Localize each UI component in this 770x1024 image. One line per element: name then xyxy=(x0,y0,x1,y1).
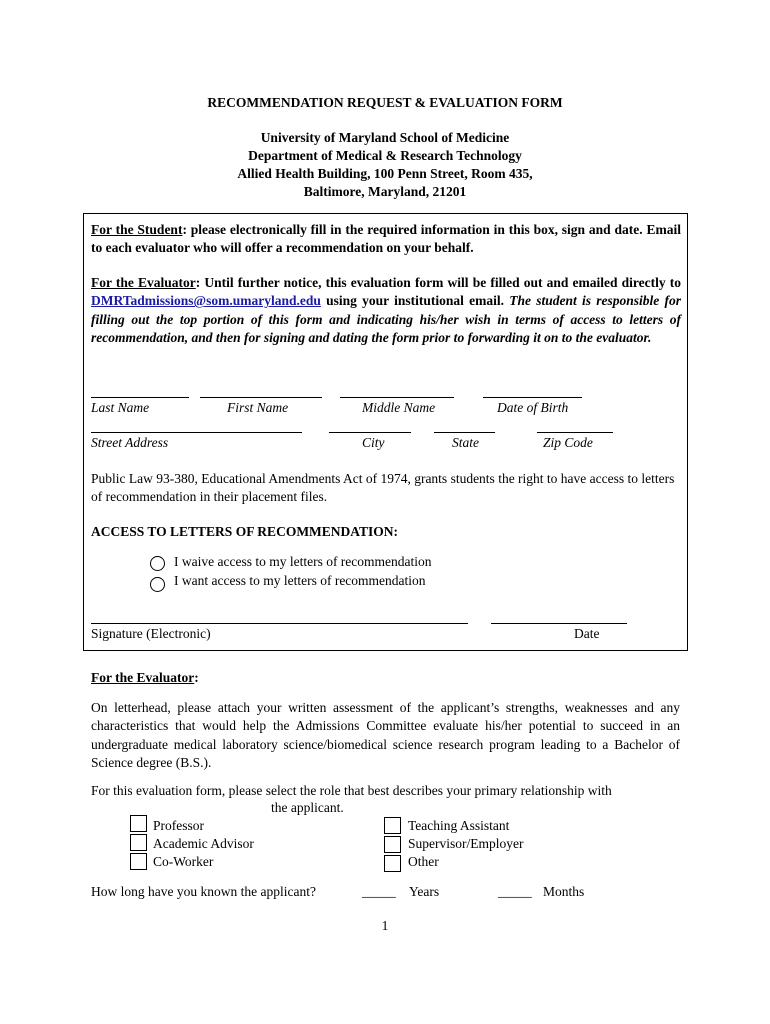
role-checkbox-academic-advisor[interactable] xyxy=(130,834,147,851)
years-field[interactable]: _____ xyxy=(362,884,396,899)
zip-label: Zip Code xyxy=(543,435,593,450)
duration-question: How long have you known the applicant? xyxy=(91,884,316,899)
street-address-field[interactable] xyxy=(91,432,302,433)
waive-access-label: I waive access to my letters of recommendation xyxy=(174,554,432,569)
role-label-teaching-assistant: Teaching Assistant xyxy=(408,818,510,833)
last-name-field[interactable] xyxy=(91,397,189,398)
dob-label: Date of Birth xyxy=(497,400,569,415)
middle-name-label: Middle Name xyxy=(362,400,436,415)
student-heading: For the Student xyxy=(91,222,183,237)
address-line-city: Baltimore, Maryland, 21201 xyxy=(303,184,467,199)
evaluator-section-heading xyxy=(91,670,199,686)
zip-field[interactable] xyxy=(537,432,613,433)
waive-access-radio[interactable] xyxy=(150,556,165,571)
role-checkbox-supervisor[interactable] xyxy=(384,836,401,853)
role-checkbox-professor[interactable] xyxy=(130,815,147,832)
address-line-university: University of Maryland School of Medicine xyxy=(260,130,510,145)
evaluator-instructions xyxy=(91,274,681,347)
evaluator-heading-text: For the Evaluator xyxy=(91,670,195,685)
public-law-text: Public Law 93-380, Educational Amendments Act of 1974, grants students the right to have access to letters of recommendation in their placement files. xyxy=(91,471,675,505)
first-name-field[interactable] xyxy=(200,397,322,398)
signature-field[interactable] xyxy=(91,623,468,624)
dob-field[interactable] xyxy=(483,397,582,398)
evaluator-text-1: : Until further notice, this evaluation form will be filled out and emailed directly to xyxy=(195,275,681,290)
form-title: RECOMMENDATION REQUEST & EVALUATION FORM xyxy=(207,95,563,110)
role-label-supervisor: Supervisor/Employer xyxy=(408,836,524,851)
state-label: State xyxy=(452,435,479,450)
page-number: 1 xyxy=(381,918,389,933)
access-heading: ACCESS TO LETTERS OF RECOMMENDATION: xyxy=(91,524,399,539)
role-label-professor: Professor xyxy=(153,818,204,833)
student-text: : please electronically fill in the required information in this box, sign and date. Email to each evaluator who will offer a recommendation on your behalf. xyxy=(91,222,681,256)
evaluator-instructions-text: On letterhead, please attach your written assessment of the applicant’s strengths, weaknesses and any characteristics that would help the Admissions Committee evaluate his/her potential to succeed in an undergraduate medical laboratory science/biomedical science research program leading to a Bachelor of Science degree (B.S.). xyxy=(91,700,680,770)
street-address-label: Street Address xyxy=(91,435,169,450)
role-checkbox-co-worker[interactable] xyxy=(130,853,147,870)
role-prompt-line1: For this evaluation form, please select the role that best describes your primary relationship with xyxy=(91,783,612,798)
role-prompt-line2: the applicant. xyxy=(271,800,344,815)
evaluator-heading-box: For the Evaluator xyxy=(91,275,196,290)
city-field[interactable] xyxy=(329,432,411,433)
date-label: Date xyxy=(574,626,600,641)
address-line-department: Department of Medical & Research Technology xyxy=(248,148,522,163)
role-label-co-worker: Co-Worker xyxy=(153,854,214,869)
role-checkbox-teaching-assistant[interactable] xyxy=(384,817,401,834)
evaluator-text-2: using your institutional email. xyxy=(320,293,510,309)
months-field[interactable]: _____ xyxy=(498,884,532,899)
want-access-radio[interactable] xyxy=(150,577,165,592)
last-name-label: Last Name xyxy=(91,400,150,415)
years-label: Years xyxy=(409,884,440,899)
state-field[interactable] xyxy=(434,432,495,433)
student-instructions xyxy=(91,221,681,258)
months-label: Months xyxy=(543,884,585,899)
evaluator-italic-note: The student is responsible for filling out the top portion of this form and indicating his/her wish in terms of access to letters of recommendation, and then for signing and dating the form prior to forwarding it on to the evaluator. xyxy=(91,293,681,345)
evaluator-heading-colon: : xyxy=(194,670,199,685)
want-access-label: I want access to my letters of recommendation xyxy=(174,573,426,588)
signature-label: Signature (Electronic) xyxy=(91,626,211,641)
city-label: City xyxy=(362,435,385,450)
role-label-academic-advisor: Academic Advisor xyxy=(153,836,254,851)
role-label-other: Other xyxy=(408,854,439,869)
address-line-building: Allied Health Building, 100 Penn Street, Room 435, xyxy=(237,166,533,181)
role-checkbox-other[interactable] xyxy=(384,855,401,872)
admissions-email-link[interactable]: DMRTadmissions@som.umaryland.edu xyxy=(91,293,321,309)
signature-date-field[interactable] xyxy=(491,623,627,624)
middle-name-field[interactable] xyxy=(340,397,454,398)
first-name-label: First Name xyxy=(227,400,289,415)
